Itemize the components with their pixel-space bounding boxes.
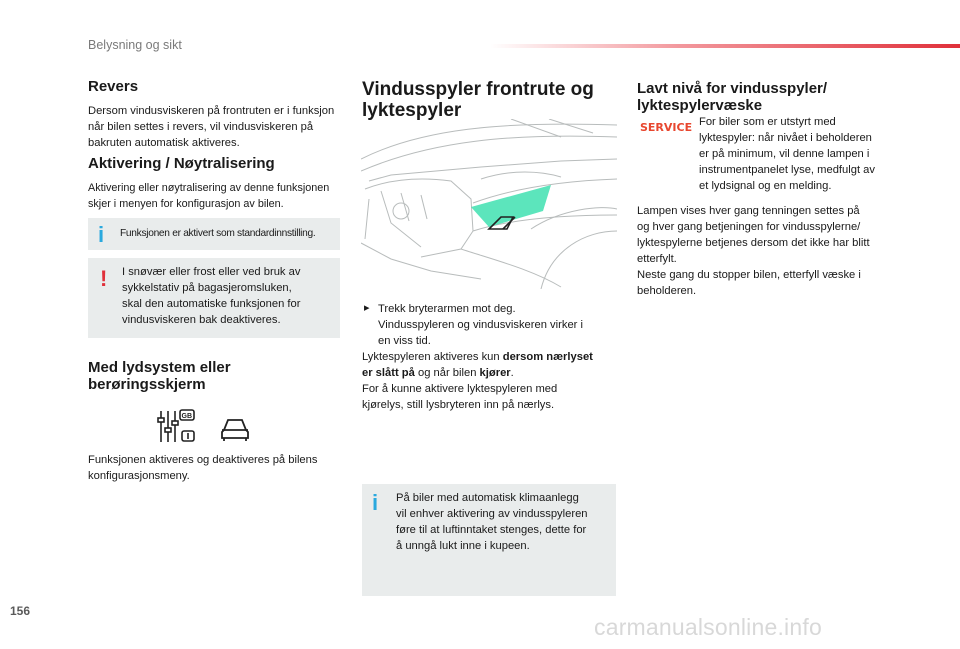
service-line-4: instrumentpanelet lyse, medfulgt av	[699, 164, 875, 176]
revers-line-1: Dersom vindusviskeren på frontruten er i funksjon	[88, 105, 335, 117]
lydsystem-section	[88, 359, 348, 393]
gb-label: GB	[181, 413, 192, 420]
aktivering-section	[88, 155, 348, 212]
lyktespyler-line-1	[362, 349, 624, 365]
revers-title: Revers	[88, 78, 139, 95]
right-title	[637, 80, 897, 114]
klima-line-1: På biler med automatisk klimaanlegg	[396, 492, 579, 504]
info-icon: i	[98, 222, 105, 247]
step-item	[362, 301, 624, 349]
text-segment: .	[510, 367, 514, 379]
bold-segment: er slått på	[362, 367, 415, 379]
lampen-line-4: etterfylt.	[637, 253, 677, 265]
info-note-text: Funksjonen er aktivert som standardinnstilling.	[120, 228, 316, 239]
car-front-illustration	[361, 119, 617, 289]
middle-title	[362, 79, 622, 121]
lavt-niva-title-1: Lavt nivå for vindusspyler/	[637, 80, 828, 97]
info-note-klima	[362, 484, 616, 596]
warning-line-2: sykkelstativ på bagasjeromsluken,	[122, 282, 292, 294]
page-number: 156	[10, 604, 31, 618]
klima-line-4: å unngå lukt inne i kupeen.	[396, 540, 530, 552]
vindusspyler-title-1: Vindusspyler frontrute og	[362, 79, 594, 100]
lyktespyler-line-2	[362, 365, 624, 381]
lampen-line-1: Lampen vises hver gang tenningen settes på	[637, 205, 860, 217]
lydsystem-line-2: konfigurasjonsmeny.	[88, 470, 190, 482]
service-line-2: lyktespyler: når nivået i beholderen	[699, 132, 872, 144]
klima-note-text	[396, 490, 588, 554]
service-description	[699, 114, 899, 194]
service-line-5: et lydsignal og en melding.	[699, 180, 832, 192]
warning-note	[88, 258, 340, 338]
warning-text	[122, 264, 300, 328]
middle-instructions	[362, 301, 624, 413]
lampen-line-2: og hver gang betjeningen for vindusspylerne/	[637, 221, 861, 233]
warning-line-3: skal den automatiske funksjonen for	[122, 298, 301, 310]
section-header: Belysning og sikt	[88, 38, 182, 52]
step-line-3: en viss tid.	[378, 335, 431, 347]
lavt-niva-title-2: lyktespylervæske	[637, 97, 763, 114]
lydsystem-title-1: Med lydsystem eller	[88, 359, 231, 376]
aktivering-line-1: Aktivering eller nøytralisering av denne funksjonen	[88, 182, 330, 194]
lampen-line-3: lyktespylerne betjenes dersom det ikke har blitt	[637, 237, 870, 249]
lyktespyler-line-4: kjørelys, still lysbryteren inn på nærlys.	[362, 399, 555, 411]
service-line-1: For biler som er utstyrt med	[699, 116, 836, 128]
car-icon	[222, 420, 248, 441]
service-warning-icon: SERVICE	[640, 121, 693, 134]
bold-segment: kjører	[479, 367, 511, 379]
lydsystem-title-2: berøringsskjerm	[88, 376, 206, 393]
step-line-2: Vindusspyleren og vindusviskeren virker i	[378, 319, 583, 331]
warning-line-1: I snøvær eller frost eller ved bruk av	[122, 266, 301, 278]
watermark-text: carmanualsonline.info	[594, 614, 822, 640]
lampen-line-6: beholderen.	[637, 285, 697, 297]
warning-line-4: vindusviskeren bak deaktiveres.	[122, 314, 281, 326]
lampen-paragraph	[637, 203, 899, 299]
header-accent-bar	[490, 44, 960, 48]
aktivering-title: Aktivering / Nøytralisering	[88, 155, 275, 172]
klima-line-2: vil enhver aktivering av vindusspyleren	[396, 508, 588, 520]
warning-icon: !	[100, 266, 108, 291]
lydsystem-text	[88, 452, 348, 484]
left-column	[88, 78, 348, 151]
multimedia-icons	[156, 408, 256, 444]
klima-line-3: føre til at luftinntaket stenges, dette for	[396, 524, 587, 536]
service-line-3: er på minimum, vil denne lampen i	[699, 148, 870, 160]
text-segment: Lyktespyleren aktiveres kun	[362, 351, 503, 363]
revers-line-2: når bilen settes i revers, vil vindusviskeren på	[88, 121, 314, 133]
step-line-1: Trekk bryterarmen mot deg.	[378, 303, 516, 315]
vindusspyler-title-2: lyktespyler	[362, 100, 462, 121]
bold-segment: dersom nærlyset	[502, 351, 593, 363]
lydsystem-line-1: Funksjonen aktiveres og deaktiveres på bilens	[88, 454, 318, 466]
info-note-default	[88, 218, 340, 250]
info-icon: i	[372, 490, 379, 515]
bullet-icon: ▸	[364, 301, 370, 314]
text-segment: og når bilen	[414, 367, 480, 379]
revers-line-3: bakruten automatisk aktiveres.	[88, 137, 240, 149]
lyktespyler-line-3: For å kunne aktivere lyktespyleren med	[362, 383, 558, 395]
aktivering-line-2: skjer i menyen for konfigurasjon av bilen.	[88, 198, 284, 210]
lampen-line-5: Neste gang du stopper bilen, etterfyll væske i	[637, 269, 861, 281]
